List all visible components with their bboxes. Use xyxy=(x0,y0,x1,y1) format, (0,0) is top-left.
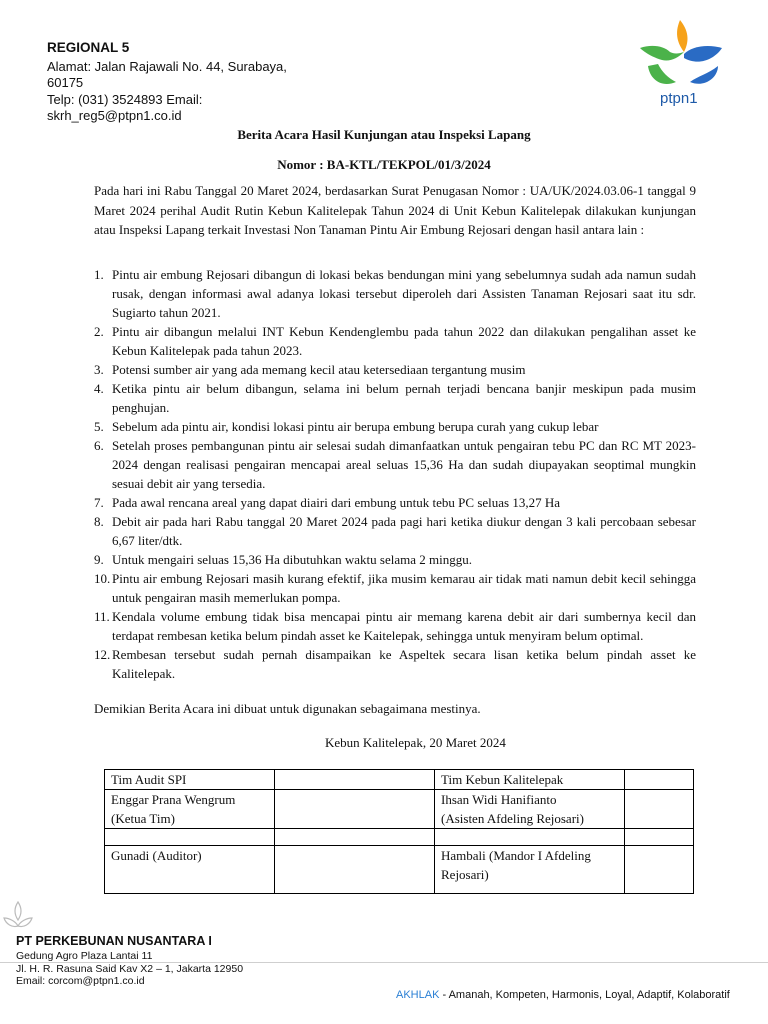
table-cell: Tim Audit SPI xyxy=(105,770,275,790)
item-text: Debit air pada hari Rabu tanggal 20 Maret 2024 pada pagi hari ketika diukur dengan 3 kali percobaan sebesar 6,67 liter/dtk. xyxy=(112,514,696,548)
item-text: Sebelum ada pintu air, kondisi lokasi pintu air berupa embung berupa curah yang cukup lebar xyxy=(112,419,599,434)
footer-address xyxy=(16,950,243,988)
item-text: Pada awal rencana areal yang dapat diairi dari embung untuk tebu PC seluas 13,27 Ha xyxy=(112,495,560,510)
item-text: Rembesan tersebut sudah pernah disampaikan ke Aspeltek secara lisan ketika belum pindah asset ke Kalitelepak. xyxy=(112,647,696,681)
table-cell xyxy=(625,829,694,846)
item-text: Pintu air embung Rejosari dibangun di lokasi bekas bendungan mini yang sebelumnya sudah ada namun sudah rusak, dengan informasi awal adanya lokasi tersebut diperoleh dari Assisten Tanaman Rejosari saat itu sdr. Sugiarto tahun 2021. xyxy=(112,267,696,320)
phone-line: Telp: (031) 3524893 Email: xyxy=(47,91,203,107)
item-number: 2. xyxy=(94,324,104,339)
table-cell xyxy=(275,829,435,846)
item-number: 7. xyxy=(94,495,104,510)
table-row xyxy=(105,829,694,846)
list-item xyxy=(94,436,696,493)
footer-divider xyxy=(0,962,768,963)
akhlak-label: AKHLAK xyxy=(396,989,440,1001)
item-text: Setelah proses pembangunan pintu air selesai sudah dimanfaatkan untuk pengairan tebu PC dan RC MT 2023-2024 dengan realisasi pengairan mencapai areal seluas 15,36 Ha dan sudah diupayakan seoptimal mungkin sesuai debit air yang tersedia. xyxy=(112,438,696,491)
list-item xyxy=(94,607,696,645)
item-text: Kendala volume embung tidak bisa mencapai pintu air memang karena debit air dari sumbernya kecil dan terdapat rembesan ketika belum pindah asset ke Kaitelepak, sehingga untuk menyiram belum optimal. xyxy=(112,609,696,643)
item-number: 6. xyxy=(94,438,104,453)
item-text: Untuk mengairi seluas 15,36 Ha dibutuhkan waktu selama 2 minggu. xyxy=(112,552,472,567)
table-cell xyxy=(275,770,435,790)
table-row xyxy=(105,770,694,790)
address-line-1: Alamat: Jalan Rajawali No. 44, Surabaya, xyxy=(47,58,287,74)
address-line-2: 60175 xyxy=(47,75,84,90)
footer-company-name: PT PERKEBUNAN NUSANTARA I xyxy=(16,934,212,948)
item-number: 9. xyxy=(94,552,104,567)
table-cell xyxy=(435,829,625,846)
item-number: 5. xyxy=(94,419,104,434)
list-item xyxy=(94,417,696,436)
document-number: Nomor : BA-KTL/TEKPOL/01/3/2024 xyxy=(277,157,491,172)
table-cell xyxy=(625,790,694,829)
list-item xyxy=(94,645,696,683)
item-number: 4. xyxy=(94,381,104,396)
closing-statement: Demikian Berita Acara ini dibuat untuk digunakan sebagaimana mestinya. xyxy=(94,701,481,716)
table-cell xyxy=(275,846,435,894)
table-cell xyxy=(625,770,694,790)
email-line: skrh_reg5@ptpn1.co.id xyxy=(47,108,182,123)
table-cell: Hambali (Mandor I Afdeling Rejosari) xyxy=(435,846,625,894)
footer-values xyxy=(396,989,730,1001)
table-cell: Ihsan Widi Hanifianto (Asisten Afdeling Rejosari) xyxy=(435,790,625,829)
item-number: 12. xyxy=(94,647,111,662)
table-row xyxy=(105,790,694,829)
intro-paragraph: Pada hari ini Rabu Tanggal 20 Maret 2024, berdasarkan Surat Penugasan Nomor : UA/UK/2024.03.06-1 tanggal 9 Maret 2024 perihal Audit Rutin Kebun Kalitelepak Tahun 2024 di Unit Kebun Kalitelepak dilakukan kunjungan atau Inspeksi Lapang terkait Investasi Non Tanaman Pintu Air Embung Rejosari dengan hasil antara lain : xyxy=(94,183,696,237)
logo-text: ptpn1 xyxy=(660,90,698,107)
regional-name: REGIONAL 5 xyxy=(47,40,130,55)
list-item xyxy=(94,493,696,512)
table-cell xyxy=(625,846,694,894)
table-cell xyxy=(275,790,435,829)
list-item xyxy=(94,360,696,379)
footer-email: Email: corcom@ptpn1.co.id xyxy=(16,975,145,987)
table-cell xyxy=(105,829,275,846)
document-title: Berita Acara Hasil Kunjungan atau Inspeksi Lapang xyxy=(237,127,531,142)
letterhead xyxy=(47,40,337,125)
item-number: 11. xyxy=(94,609,110,624)
table-cell: Gunadi (Auditor) xyxy=(105,846,275,894)
signature-table xyxy=(104,769,694,894)
place-date: Kebun Kalitelepak, 20 Maret 2024 xyxy=(325,735,506,750)
findings-list xyxy=(94,265,696,683)
table-cell: Tim Kebun Kalitelepak xyxy=(435,770,625,790)
list-item xyxy=(94,265,696,322)
list-item xyxy=(94,512,696,550)
table-row xyxy=(105,846,694,894)
item-text: Ketika pintu air belum dibangun, selama ini belum pernah terjadi bencana banjir meskipun pada musim penghujan. xyxy=(112,381,696,415)
item-text: Pintu air dibangun melalui INT Kebun Kendenglembu pada tahun 2022 dan dilakukan pengalihan asset ke Kebun Kalitelepak pada tahun 2023. xyxy=(112,324,696,358)
footer-address-line: Gedung Agro Plaza Lantai 11 xyxy=(16,950,153,962)
table-cell: Enggar Prana Wengrum (Ketua Tim) xyxy=(105,790,275,829)
item-text: Pintu air embung Rejosari masih kurang efektif, jika musim kemarau air tidak mati namun debit kecil sehingga untuk pengairan masih memerlukan pompa. xyxy=(112,571,696,605)
item-number: 1. xyxy=(94,267,104,282)
item-number: 8. xyxy=(94,514,104,529)
item-text: Potensi sumber air yang ada memang kecil atau ketersediaan tergantung musim xyxy=(112,362,526,377)
akhlak-values: - Amanah, Kompeten, Harmonis, Loyal, Adaptif, Kolaboratif xyxy=(439,989,730,1001)
list-item xyxy=(94,379,696,417)
list-item xyxy=(94,322,696,360)
item-number: 10. xyxy=(94,571,111,586)
list-item xyxy=(94,569,696,607)
list-item xyxy=(94,550,696,569)
item-number: 3. xyxy=(94,362,104,377)
footer-address-line: Jl. H. R. Rasuna Said Kav X2 – 1, Jakarta 12950 xyxy=(16,962,244,975)
